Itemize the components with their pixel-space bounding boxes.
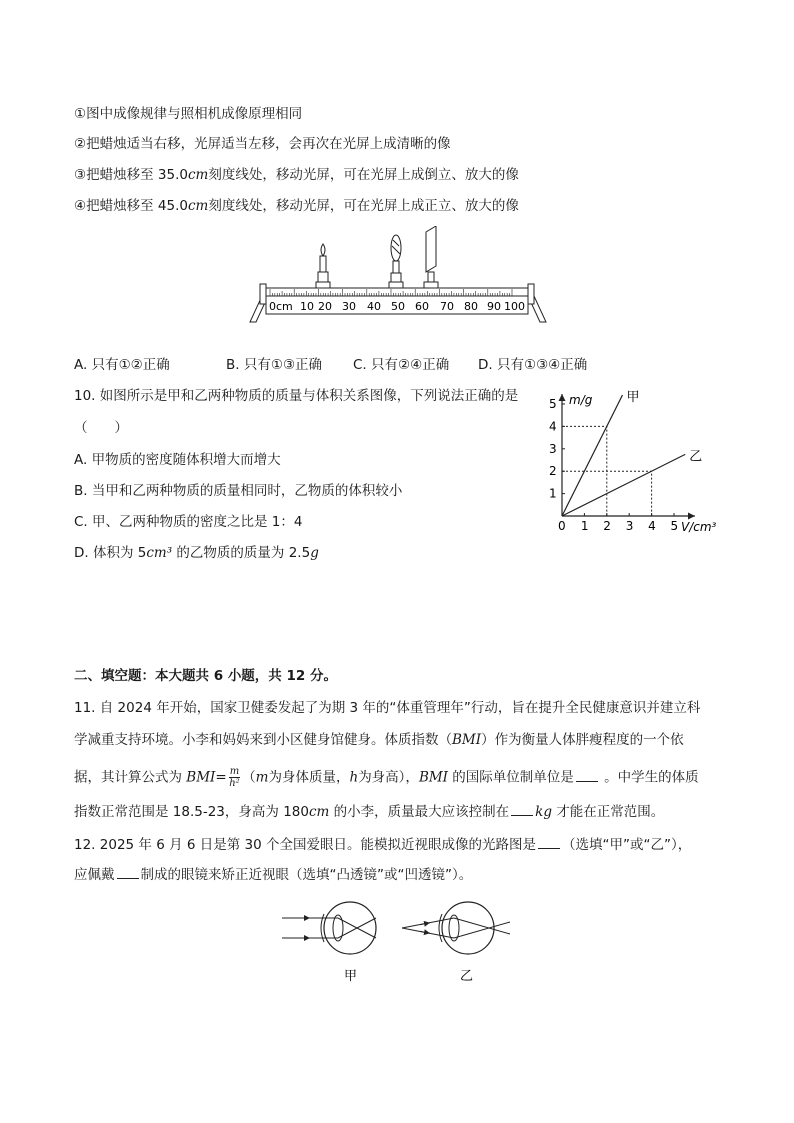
bench-tick-40: 40: [367, 300, 381, 313]
q9-option-c: C. 只有②④正确: [353, 357, 450, 373]
bench-tick-labels: [269, 300, 525, 313]
bench-tick-30: 30: [342, 300, 356, 313]
y-tick-label: 4: [549, 419, 557, 434]
y-tick-label: 3: [549, 441, 557, 456]
bench-tick-70: 70: [440, 300, 454, 313]
q11-line-1: 11. 自 2024 年开始，国家卫健委发起了为期 3 年的“体重管理年”行动，旨在提升全民健康意识并建立科: [74, 700, 701, 716]
answer-blank-4[interactable]: [117, 864, 139, 879]
origin-label: 0: [558, 519, 566, 533]
eye-diagram-yi: [402, 902, 510, 984]
series-line-1: [562, 454, 685, 516]
q10-option-a: A. 甲物质的密度随体积增大而增大: [74, 452, 281, 468]
bench-tick-80: 80: [464, 300, 478, 313]
bench-tick-10: 10: [300, 300, 314, 313]
statement-4: ④把蜡烛移至 45.0cm刻度线处，移动光屏，可在光屏上成正立、放大的像: [74, 198, 519, 214]
x-axis-label: V/cm³: [681, 520, 717, 534]
mass-volume-chart: [545, 388, 730, 538]
q10-stem: 10. 如图所示是甲和乙两种物质的质量与体积关系图像，下列说法正确的是: [74, 388, 519, 404]
optical-bench-figure: [246, 226, 552, 326]
x-tick-label: 1: [580, 519, 589, 533]
y-tick-label: 5: [549, 397, 557, 411]
q11-line-3: 据，其计算公式为 BMI= $\frac{m}{\text{h²}}$ （m为身体质量，h为身高），BMI 的国际单位制单位是 。中学生的体质: [74, 766, 699, 789]
series-label-0: 甲: [626, 390, 640, 406]
series-line-0: [562, 395, 622, 516]
eye-diagram-jia: [282, 902, 376, 984]
light-screen: [424, 226, 438, 288]
statement-3: ③把蜡烛移至 35.0cm刻度线处，移动光屏，可在光屏上成倒立、放大的像: [74, 167, 519, 183]
q9-option-b: B. 只有①③正确: [226, 357, 323, 373]
x-tick-label: 4: [648, 519, 656, 533]
section-2-header: 二、填空题：本大题共 6 小题，共 12 分。: [74, 668, 338, 684]
answer-blank-3[interactable]: [538, 834, 560, 849]
q10-option-c: C. 甲、乙两种物质的密度之比是 1：4: [74, 514, 303, 530]
statement-1: ①图中成像规律与照相机成像原理相同: [74, 106, 303, 122]
bench-tick-60: 60: [415, 300, 429, 313]
convex-lens: [389, 235, 403, 288]
q9-option-d: D. 只有①③④正确: [478, 357, 588, 373]
y-tick-label: 1: [549, 486, 557, 501]
series-label-1: 乙: [689, 449, 703, 465]
q10-option-d: D. 体积为 5cm³ 的乙物质的质量为 2.5g: [74, 545, 319, 561]
q9-option-a: A. 只有①②正确: [74, 357, 170, 373]
eye-label-jia: 甲: [344, 969, 358, 984]
bench-tick-90: 90: [487, 300, 501, 313]
bench-tick-20: 20: [318, 300, 332, 313]
q10-option-b: B. 当甲和乙两种物质的质量相同时，乙物质的体积较小: [74, 483, 403, 499]
answer-blank-2[interactable]: [511, 801, 533, 816]
candle: [316, 244, 330, 288]
bench-tick-100: 100: [504, 300, 525, 313]
y-tick-label: 2: [549, 464, 557, 479]
bmi-fraction: $\frac{m}{\text{h²}}$: [229, 766, 240, 789]
bench-tick-50: 50: [391, 300, 405, 313]
statement-2: ②把蜡烛适当右移，光屏适当左移，会再次在光屏上成清晰的像: [74, 136, 451, 152]
q12-line-1: 12. 2025 年 6 月 6 日是第 30 个全国爱眼日。能模拟近视眼成像的光路图是 （选填“甲”或“乙”），: [74, 834, 691, 855]
bench-tick-0: 0cm: [269, 300, 293, 313]
x-tick-label: 2: [603, 519, 611, 533]
y-axis-label: m/g: [569, 393, 593, 407]
eye-diagrams: [280, 900, 520, 990]
q10-paren: （ ）: [74, 420, 128, 436]
q12-line-2: 应佩戴 制成的眼镜来矫正近视眼（选填“凸透镜”或“凹透镜”）。: [74, 864, 472, 885]
q11-line-2: 学减重支持环境。小李和妈妈来到小区健身馆健身。体质指数（BMI）作为衡量人体胖瘦程度的一个依: [74, 732, 684, 748]
answer-blank-1[interactable]: [576, 767, 598, 782]
x-tick-label: 3: [625, 519, 634, 533]
eye-label-yi: 乙: [460, 969, 474, 984]
x-tick-label: 5: [670, 519, 679, 533]
q11-line-4: 指数正常范围是 18.5-23，身高为 180cm 的小李，质量最大应该控制在 kg 才能在正常范围。: [74, 801, 664, 822]
